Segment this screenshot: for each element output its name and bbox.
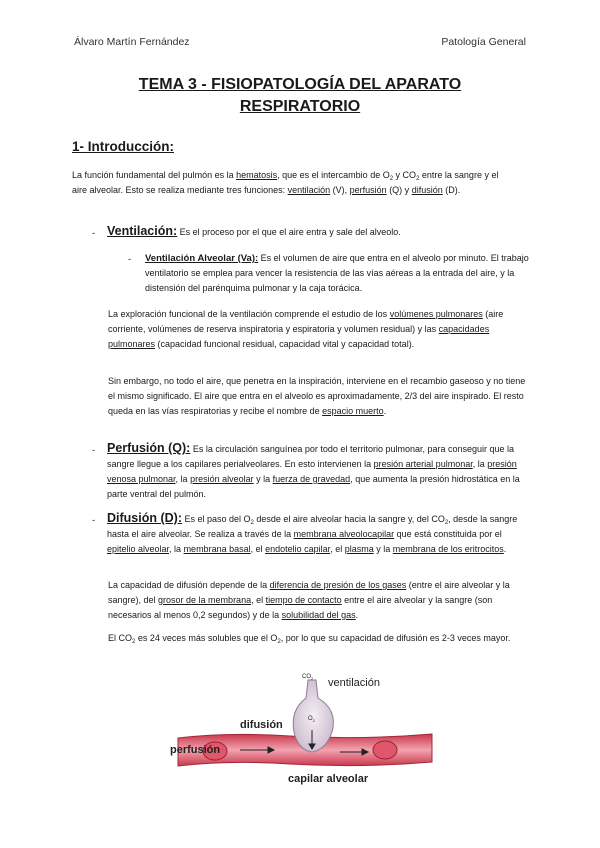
bullet-dash: - (92, 515, 96, 526)
perfusion-item: Perfusión (Q): Es la circulación sanguínea por todo el territorio pulmonar, para conseguir que la sangre llegue a los capilares perialveolares. En esto intervienen la presión arterial pulmonar, la presión venosa pulmonar, la presión alveolar y la fuerza de gravedad, que aumenta la presión hidrostática en la parte ventral del pulmón. (107, 441, 520, 499)
intro-paragraph: La función fundamental del pulmón es la hematosis, que es el intercambio de $O_2$ y $CO_2$ entre la sangre y el aire alveolar. Esto se realiza mediante tres funciones: ventilación (V), perfusión (Q) y difusión (D). (72, 170, 499, 195)
difusion-item: Difusión (D): Es el paso del $O_2$ desde el aire alveolar hacia la sangre y, del $CO_2$, desde la sangre hasta el aire alveolar. Se realiza a través de la membrana alveolocapilar que está constituida por el epitelio alveolar, la membrana basal, el endotelio capilar, el plasma y la membrana de los eritrocitos. (107, 511, 518, 554)
ventilacion-item: Ventilación: Es el proceso por el que el aire entra y sale del alveolo. (107, 224, 401, 238)
figure-label-perfusion: perfusión (170, 744, 221, 756)
figure-label-ventilacion: ventilación (328, 677, 380, 689)
difusion-paragraph-2: La capacidad de difusión depende de la diferencia de presión de los gases (entre el aire alveolar y la sangre), del grosor de la membrana, el tiempo de contacto entre el aire alveolar y la sangre (son necesarios al menos 0,2 segundos) y de la solubilidad del gas. (108, 580, 510, 620)
alveolus (293, 680, 333, 752)
ventilacion-paragraph-1: La exploración funcional de la ventilación comprende el estudio de los volúmenes pulmonares (aire corriente, volúmenes de reserva inspiratoria y espiratoria y volumen residual) y las capacidades pulmonares (capacidad funcional residual, capacidad vital y capacidad total). (108, 309, 504, 349)
figure-label-co2: $CO_2$ (302, 674, 314, 681)
bullet-dash: - (128, 254, 132, 265)
red-blood-cell (373, 741, 397, 759)
figure-label-difusion: difusión (240, 719, 283, 731)
bullet-dash: - (92, 228, 96, 239)
header-author: Álvaro Martín Fernández (74, 36, 190, 48)
difusion-paragraph-3: El $CO_2$ es 24 veces más solubles que el $O_2$, por lo que su capacidad de difusión es 2-3 veces mayor. (108, 633, 511, 645)
figure-label-capilar: capilar alveolar (288, 773, 369, 785)
section-heading-introduccion: 1- Introducción: (72, 139, 174, 154)
alveolar-capillary-diagram (170, 670, 440, 790)
ventilacion-alveolar-item: Ventilación Alveolar (Va): Es el volumen de aire que entra en el alveolo por minuto. El trabajo ventilatorio se emplea para vencer la resistencia de las vías aéreas a la entrada del aire, y la distensión del parénquima pulmonar y la caja torácica. (145, 253, 529, 293)
figure-label-o2: $O_2$ (308, 716, 315, 723)
bullet-dash: - (92, 445, 96, 456)
header-subject: Patología General (441, 36, 526, 48)
ventilacion-paragraph-2: Sin embargo, no todo el aire, que penetra en la inspiración, interviene en el recambio gaseoso y no tiene el mismo significado. El aire que entra en el alveolo es aproximadamente, 2/3 del aire inspirado. El resto queda en las vías respiratorias y recibe el nombre de espacio muerto. (108, 376, 526, 416)
page-title: TEMA 3 - FISIOPATOLOGÍA DEL APARATO RESPIRATORIO (138, 76, 462, 115)
